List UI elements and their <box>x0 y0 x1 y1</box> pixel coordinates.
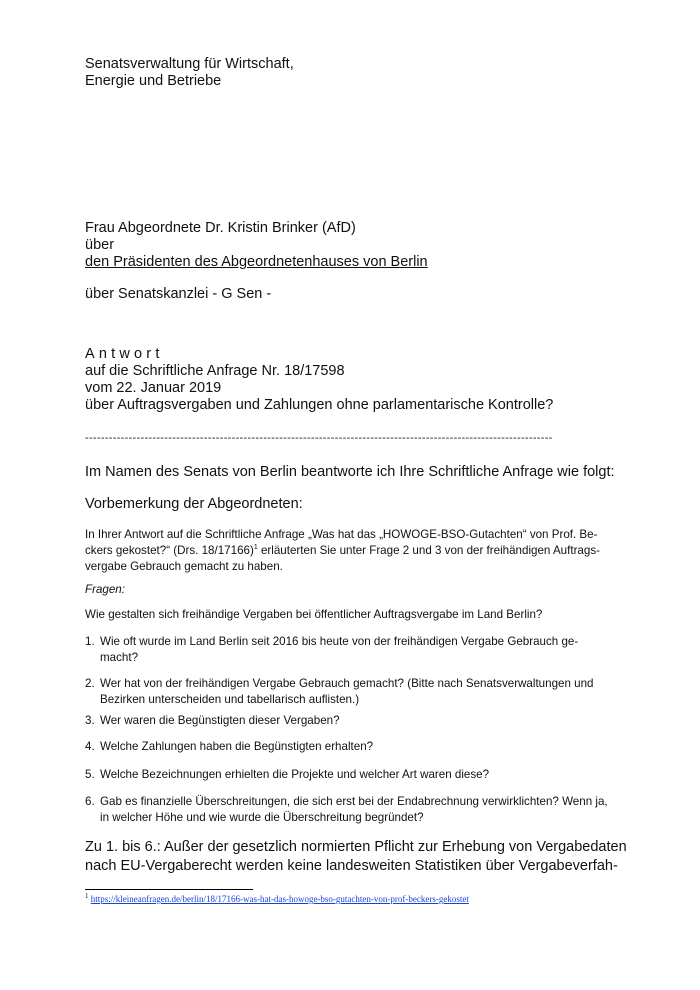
preliminary-line-2 <box>85 543 600 559</box>
question-number: 4. <box>85 740 95 753</box>
preliminary-line-3: vergabe Gebrauch gemacht zu haben. <box>85 560 283 573</box>
answer-block <box>85 838 627 876</box>
question-number: 1. <box>85 635 95 648</box>
sender-line-2: Energie und Betriebe <box>85 73 222 89</box>
subject-topic: über Auftragsvergaben und Zahlungen ohne parlamentarische Kontrolle? <box>85 397 554 413</box>
preliminary-heading: Vorbemerkung der Abgeordneten: <box>85 496 303 512</box>
question-text: Wer waren die Begünstigten dieser Vergaben? <box>100 714 340 727</box>
question-item-3 <box>85 713 340 729</box>
question-text: Wie oft wurde im Land Berlin seit 2016 bis heute von der freihändigen Vergabe Gebrauch ge- <box>100 635 579 648</box>
question-item-4 <box>85 739 373 755</box>
question-item-1 <box>85 634 578 666</box>
preliminary-line-1: In Ihrer Antwort auf die Schriftliche Anfrage „Was hat das „HOWOGE-BSO-Gutachten“ von Prof. Be- <box>85 528 598 541</box>
footnote-mark: 1 <box>85 892 89 900</box>
preliminary-text <box>85 527 600 575</box>
subject-inquiry-number: auf die Schriftliche Anfrage Nr. 18/17598 <box>85 363 345 379</box>
subject-heading: Antwort <box>85 346 164 362</box>
question-item-2 <box>85 676 593 708</box>
question-text: Welche Bezeichnungen erhielten die Projekte und welcher Art waren diese? <box>100 768 490 781</box>
question-text: Welche Zahlungen haben die Begünstigten erhalten? <box>100 740 374 753</box>
question-text-cont: Bezirken unterscheiden und tabellarisch auflisten.) <box>100 693 360 706</box>
recipient-chancellery: über Senatskanzlei - G Sen - <box>85 286 272 302</box>
answer-line-2: nach EU-Vergaberecht werden keine landesweiten Statistiken über Vergabeverfah- <box>85 858 618 874</box>
question-number: 6. <box>85 795 95 808</box>
questions-label: Fragen: <box>85 583 125 596</box>
question-item-5 <box>85 767 489 783</box>
recipient-via: über <box>85 237 115 253</box>
recipient-name: Frau Abgeordnete Dr. Kristin Brinker (AfD) <box>85 220 356 236</box>
recipient-block <box>85 220 428 271</box>
question-text: Gab es finanzielle Überschreitungen, die sich erst bei der Endabrechnung verwirklichten? Wenn ja, <box>100 795 608 808</box>
preliminary-line-2b: erläuterten Sie unter Frage 2 und 3 von der freihändigen Auftrags- <box>257 544 600 557</box>
footnote-reference: 1 <box>253 544 258 552</box>
question-number: 2. <box>85 677 95 690</box>
question-item-6 <box>85 794 608 826</box>
footnote <box>85 894 469 904</box>
question-text-cont: macht? <box>100 651 139 664</box>
question-text: Wer hat von der freihändigen Vergabe Gebrauch gemacht? (Bitte nach Senatsverwaltungen und <box>100 677 594 690</box>
sender-block <box>85 56 294 90</box>
question-number: 5. <box>85 768 95 781</box>
footnote-link[interactable]: https://kleineanfragen.de/berlin/18/17166-was-hat-das-howoge-bso-gutachten-von-prof-beckers-gekostet <box>90 894 469 904</box>
question-number: 3. <box>85 714 95 727</box>
intro-text: Im Namen des Senats von Berlin beantworte ich Ihre Schriftliche Anfrage wie folgt: <box>85 464 615 480</box>
preliminary-line-2a: ckers gekostet?“ (Drs. 18/17166) <box>85 544 254 557</box>
sender-line-1: Senatsverwaltung für Wirtschaft, <box>85 56 294 72</box>
footnote-divider <box>85 889 253 890</box>
question-text-cont: in welcher Höhe und wie wurde die Überschreitung begründet? <box>100 811 424 824</box>
subject-date: vom 22. Januar 2019 <box>85 380 222 396</box>
subject-block <box>85 346 553 414</box>
answer-line-1: Zu 1. bis 6.: Außer der gesetzlich normierten Pflicht zur Erhebung von Vergabedaten <box>85 839 627 855</box>
recipient-president: den Präsidenten des Abgeordnetenhauses von Berlin <box>85 254 428 270</box>
questions-lead: Wie gestalten sich freihändige Vergaben bei öffentlicher Auftragsvergabe im Land Berlin? <box>85 608 543 621</box>
separator-line: ---------------------------------------------------------------------------------------------------------------------- <box>85 432 553 444</box>
